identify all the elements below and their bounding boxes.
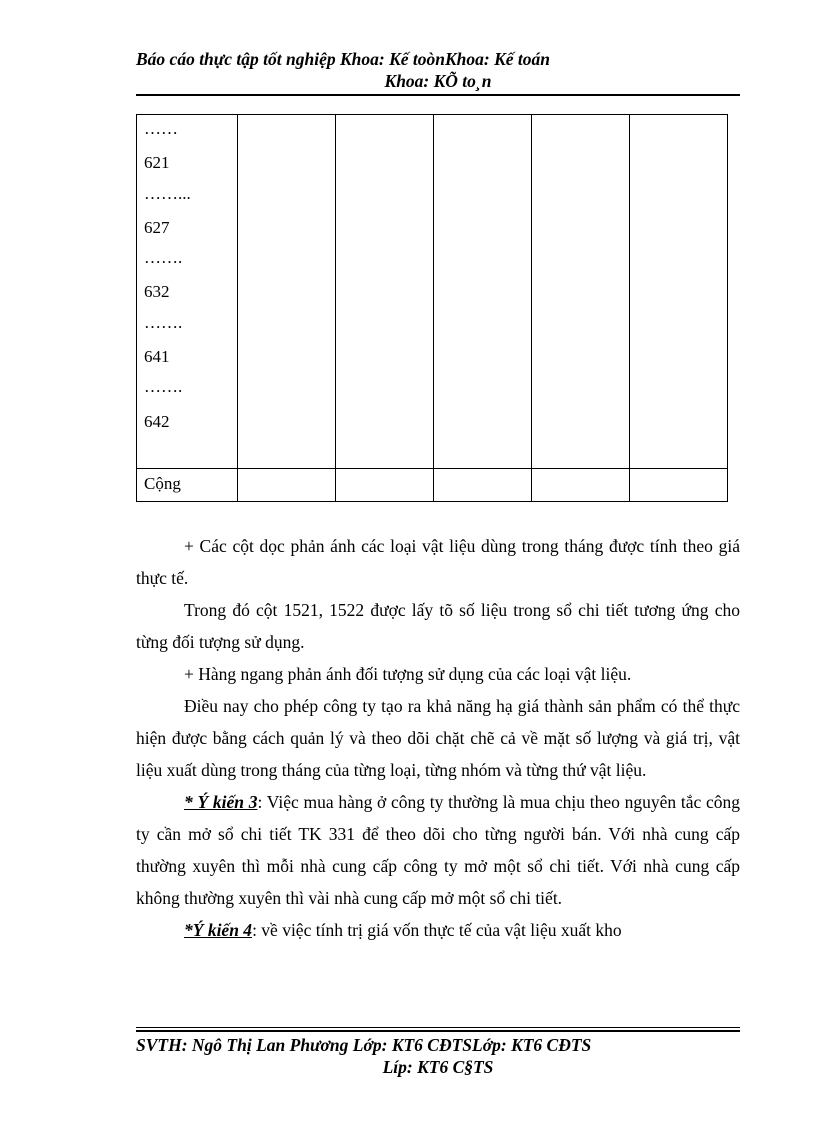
account-row: 621: [144, 153, 170, 173]
table-cell: [630, 115, 728, 469]
header-rule: [136, 94, 740, 96]
paragraph-vertical-columns: + Các cột dọc phản ánh các loại vật liệu dùng trong tháng được tính theo giá thực tế.: [136, 536, 740, 588]
table-cell: [434, 469, 532, 502]
footer-class: Líp: KT6 C§TS: [382, 1057, 494, 1077]
table-cell: [336, 115, 434, 469]
opinion-3-label: * Ý kiến 3: [184, 792, 258, 812]
material-allocation-table: [136, 114, 728, 502]
page-header: [136, 48, 740, 92]
account-row: 641: [144, 347, 170, 367]
paragraph-opinion-3: [136, 786, 740, 914]
header-title: Báo cáo thực tập tốt nghiệp Khoa: Kế toònKhoa: Kế toán: [136, 49, 551, 69]
table-cell: [434, 115, 532, 469]
paragraph-cost-reduction: Điều nay cho phép công ty tạo ra khả năng hạ giá thành sản phẩm có thể thực hiện được bằng cách quản lý và theo dõi chặt chẽ cả về mặt số lượng và giá trị, vật liệu xuất dùng trong tháng của từng loại, từng nhóm và từng thứ vật liệu.: [136, 696, 740, 780]
table-cell: [630, 469, 728, 502]
total-label: Cộng: [137, 469, 238, 502]
account-row: 627: [144, 217, 170, 237]
footer-rule-thick: [136, 1030, 740, 1032]
footer-student: SVTH: Ngô Thị Lan Phương Lớp: KT6 CĐTSLớp: KT6 CĐTS: [136, 1035, 592, 1055]
page-footer: [136, 1034, 740, 1078]
paragraph-opinion-4: [136, 914, 740, 946]
header-department: Khoa: KÕ to¸n: [384, 71, 492, 91]
table-cell: [532, 115, 630, 469]
opinion-4-label: *Ý kiến 4: [184, 920, 253, 940]
account-row: ……...: [144, 183, 191, 203]
total-row: [137, 469, 728, 502]
table-cell: [532, 469, 630, 502]
account-row: …….: [144, 248, 183, 268]
table-cell: [238, 115, 336, 469]
account-row: ……: [144, 119, 178, 138]
table-cell: [336, 469, 434, 502]
opinion-3-text: : Việc mua hàng ở công ty thường là mua chịu theo nguyên tắc công ty cần mở sổ chi tiết TK 331 để theo dõi cho từng người bán. Với nhà cung cấp thường xuyên thì mỗi nhà cung cấp công ty mở một sổ chi tiết. Với nhà cung cấp không thường xuyên thì vài nhà cung cấp mở một sổ chi tiết.: [136, 792, 740, 908]
account-row: 642: [144, 411, 170, 431]
opinion-4-text: : về việc tính trị giá vốn thực tế của vật liệu xuất kho: [252, 920, 622, 940]
footer-rule: [136, 1027, 740, 1028]
account-column: [137, 115, 238, 469]
account-row: …….: [144, 312, 183, 332]
table-cell: [238, 469, 336, 502]
paragraph-horizontal-rows: + Hàng ngang phản ánh đối tượng sử dụng của các loại vật liệu.: [184, 664, 632, 684]
paragraph-columns-1521-1522: Trong đó cột 1521, 1522 được lấy tõ số liệu trong sổ chi tiết tương ứng cho từng đối tượng sử dụng.: [136, 600, 740, 652]
account-row: …….: [144, 377, 183, 397]
table-row: [137, 115, 728, 469]
account-row: 632: [144, 282, 170, 302]
body-text: [136, 530, 740, 946]
